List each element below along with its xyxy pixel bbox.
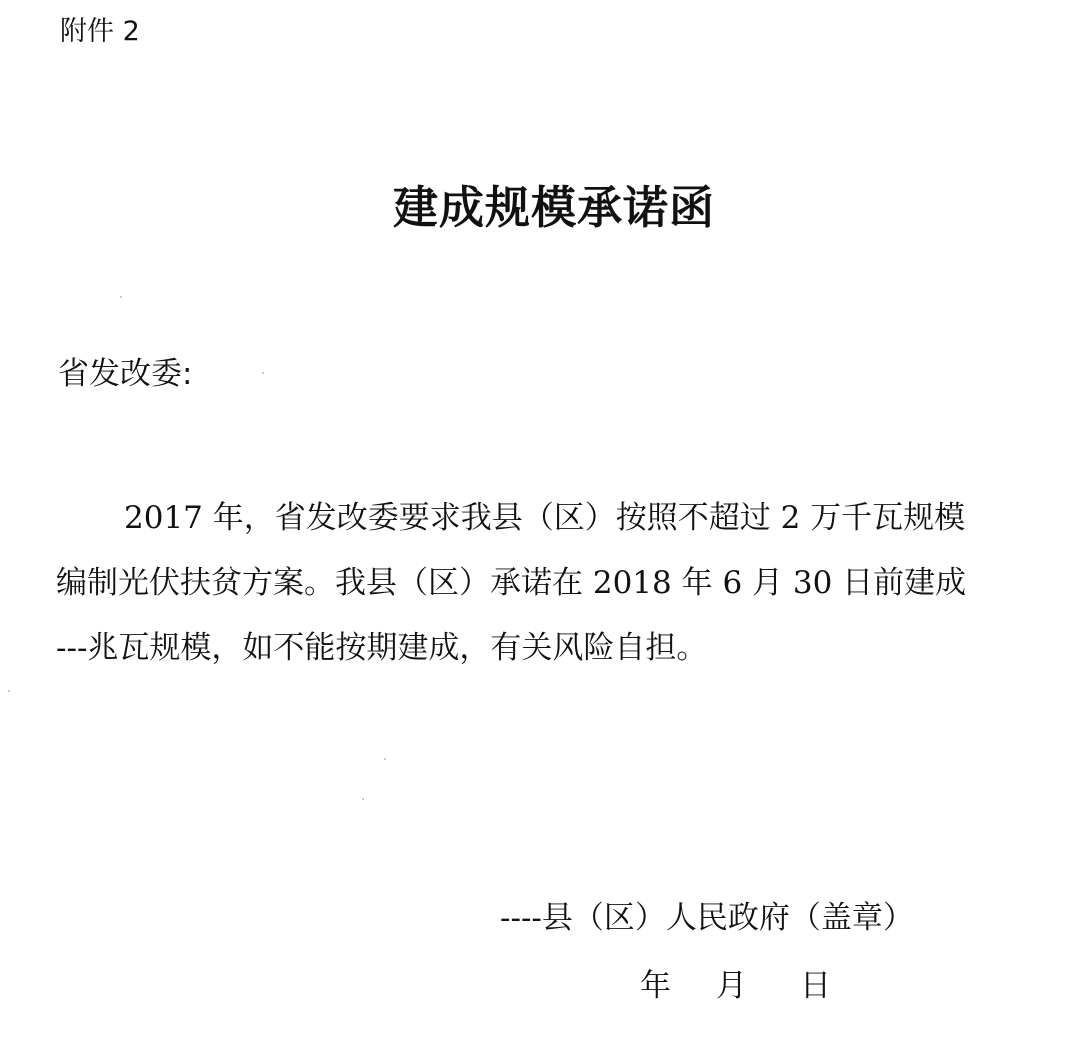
date-month-label: 月 — [716, 968, 747, 1004]
body-line: 编制光伏扶贫方案。我县（区）承诺在 2018 年 6 月 30 日前建成 — [56, 565, 967, 601]
body-paragraph — [56, 486, 1052, 681]
scan-speck — [362, 798, 364, 800]
scan-speck — [8, 690, 10, 692]
date-day-label: 日 — [800, 968, 831, 1004]
body-line: 2017 年，省发改委要求我县（区）按照不超过 2 万千瓦规模 — [124, 500, 966, 536]
attachment-label: 附件 2 — [60, 16, 140, 47]
scan-speck — [384, 758, 386, 760]
salutation: 省发改委: — [58, 356, 193, 392]
date-line — [640, 958, 831, 1014]
document-title: 建成规模承诺函 — [392, 181, 715, 234]
scan-speck — [120, 296, 122, 298]
scan-speck — [262, 372, 264, 374]
signature-line: ----县（区）人民政府（盖章） — [500, 900, 914, 936]
date-year-label: 年 — [640, 968, 671, 1004]
body-line: ---兆瓦规模，如不能按期建成，有关风险自担。 — [56, 630, 708, 666]
